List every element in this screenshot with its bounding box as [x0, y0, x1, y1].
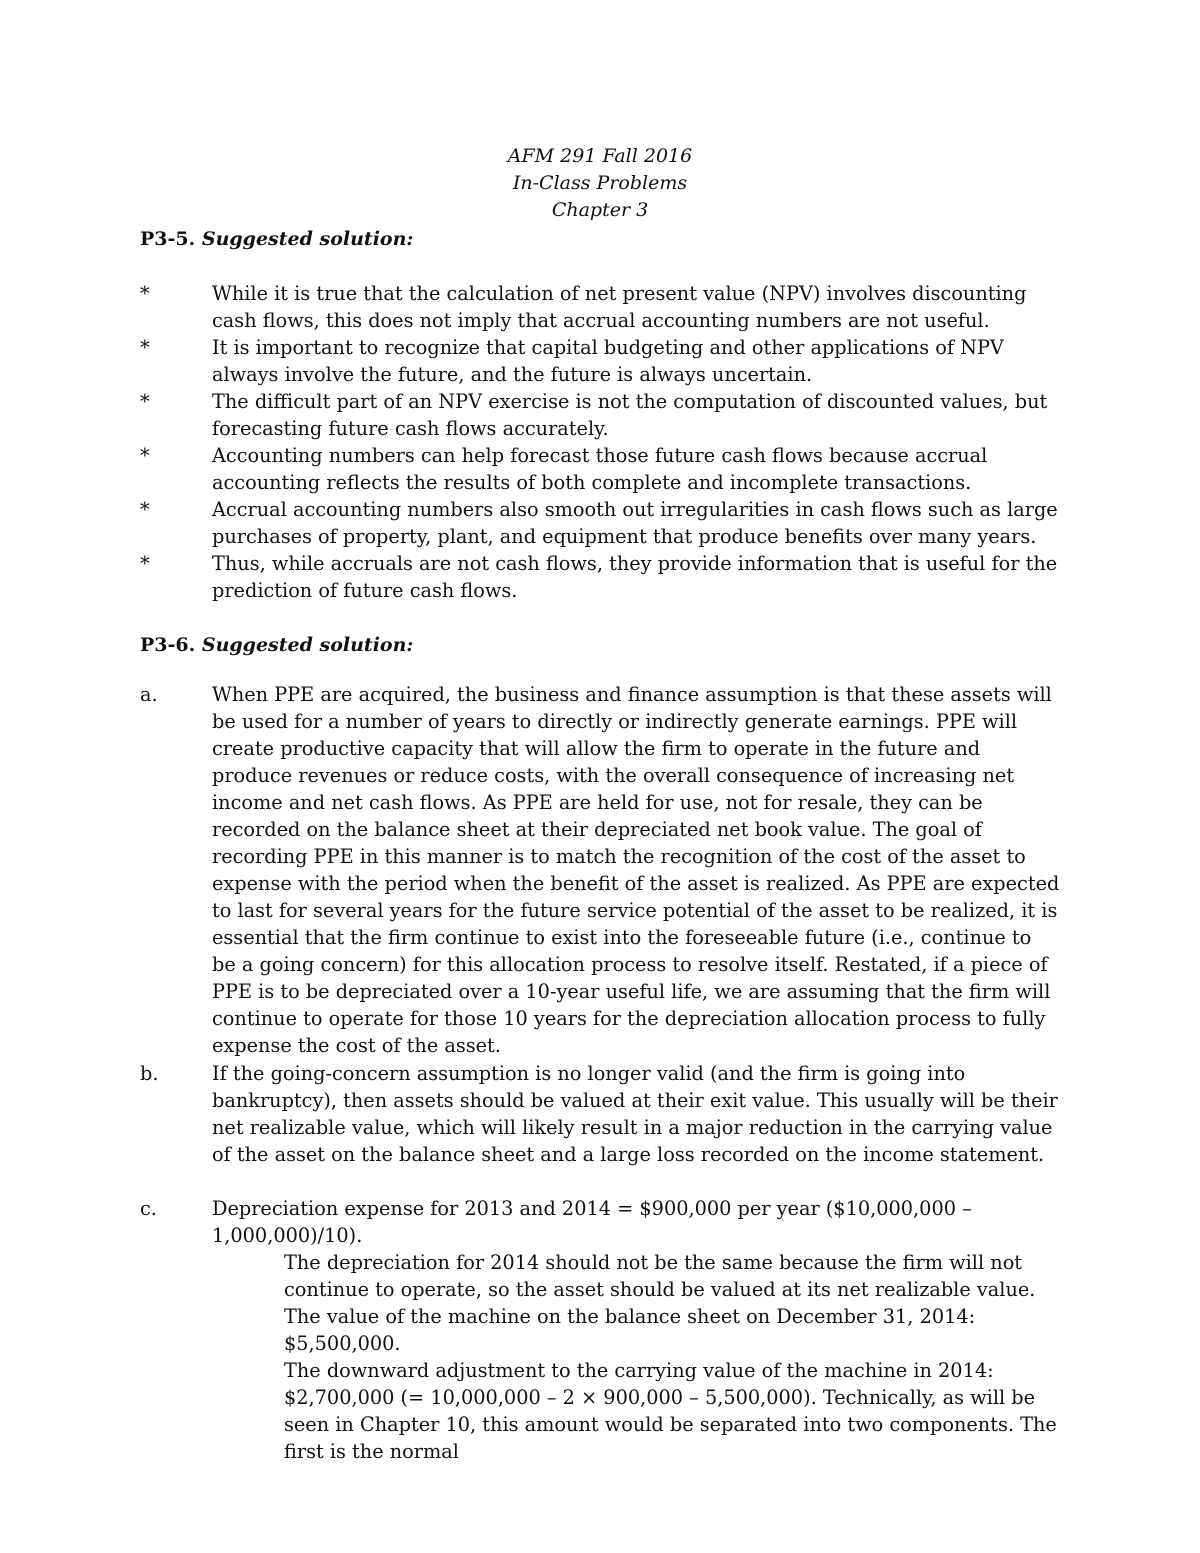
- problem-label: P3-5.: [140, 228, 196, 250]
- bullet-text: While it is true that the calculation of net present value (NPV) involves discounting cash flows, this does not imply that accrual accounting numbers are not useful.: [212, 282, 1027, 332]
- bullet-marker: *: [140, 390, 150, 413]
- chapter-label: Chapter 3: [551, 199, 649, 221]
- p3-6-part-c: [140, 1195, 1060, 1465]
- part-text: When PPE are acquired, the business and finance assumption is that these assets will be used for a number of years to directly or indirectly generate earnings. PPE will create productive capacity that will allow the firm to operate in the future and produce revenues or reduce costs, with the overall consequence of increasing net income and net cash flows. As PPE are held for use, not for resale, they can be recorded on the balance sheet at their depreciated net book value. The goal of recording PPE in this manner is to match the recognition of the cost of the asset to expense with the period when the benefit of the asset is realized. As PPE are expected to last for several years for the future service potential of the asset to be realized, it is essential that the firm continue to exist into the foreseeable future (i.e., continue to be a going concern) for this allocation process to resolve itself. Restated, if a piece of PPE is to be depreciated over a 10-year useful life, we are assuming that the firm will continue to operate for those 10 years for the depreciation allocation process to fully expense the cost of the asset.: [212, 683, 1060, 1057]
- bullet-text: Thus, while accruals are not cash flows, they provide information that is useful for the prediction of future cash flows.: [212, 552, 1058, 602]
- part-marker: b.: [140, 1062, 159, 1085]
- p3-5-heading: [140, 226, 413, 253]
- p3-5-bullet-4: [140, 442, 1060, 496]
- bullet-marker: *: [140, 498, 150, 521]
- p3-5-bullet-5: [140, 496, 1060, 550]
- bullet-text: Accounting numbers can help forecast those future cash flows because accrual accounting reflects the results of both complete and incomplete transactions.: [212, 444, 988, 494]
- part-c-paragraph-3: The downward adjustment to the carrying value of the machine in 2014: $2,700,000 (= 10,000,000 – 2 × 900,000 – 5,500,000). Technically, as will be seen in Chapter 10, this amount would be separated into two components. The first is the normal: [284, 1359, 1057, 1463]
- part-c-paragraph-1: Depreciation expense for 2013 and 2014 = $900,000 per year ($10,000,000 – 1,000,000)/10).: [212, 1197, 972, 1247]
- p3-6-part-a: [140, 681, 1060, 1059]
- p3-6-heading: [140, 632, 413, 659]
- problem-subtitle: Suggested solution:: [201, 228, 414, 250]
- part-marker: c.: [140, 1197, 157, 1220]
- bullet-marker: *: [140, 444, 150, 467]
- problem-subtitle: Suggested solution:: [201, 634, 414, 656]
- p3-5-bullet-3: [140, 388, 1060, 442]
- bullet-text: It is important to recognize that capital budgeting and other applications of NPV always involve the future, and the future is always uncertain.: [212, 336, 1004, 386]
- part-text-container: [212, 1195, 1060, 1465]
- document-subtitle: In-Class Problems: [512, 172, 688, 194]
- bullet-text: The difficult part of an NPV exercise is not the computation of discounted values, but forecasting future cash flows accurately.: [212, 390, 1048, 440]
- part-marker: a.: [140, 683, 158, 706]
- p3-5-bullet-1: [140, 280, 1060, 334]
- p3-5-bullet-2: [140, 334, 1060, 388]
- bullet-marker: *: [140, 282, 150, 305]
- p3-5-bullet-6: [140, 550, 1060, 604]
- part-text: If the going-concern assumption is no longer valid (and the firm is going into bankruptcy), then assets should be valued at their exit value. This usually will be their net realizable value, which will likely result in a major reduction in the carrying value of the asset on the balance sheet and a large loss recorded on the income statement.: [212, 1062, 1058, 1166]
- part-c-paragraph-2: The depreciation for 2014 should not be the same because the firm will not continue to operate, so the asset should be valued at its net realizable value. The value of the machine on the balance sheet on December 31, 2014: $5,500,000.: [284, 1251, 1036, 1355]
- bullet-marker: *: [140, 552, 150, 575]
- bullet-marker: *: [140, 336, 150, 359]
- problem-label: P3-6.: [140, 634, 196, 656]
- p3-6-part-b: [140, 1060, 1060, 1168]
- course-title: AFM 291 Fall 2016: [507, 145, 693, 167]
- document-header: [0, 143, 1200, 224]
- bullet-text: Accrual accounting numbers also smooth out irregularities in cash flows such as large purchases of property, plant, and equipment that produce benefits over many years.: [212, 498, 1058, 548]
